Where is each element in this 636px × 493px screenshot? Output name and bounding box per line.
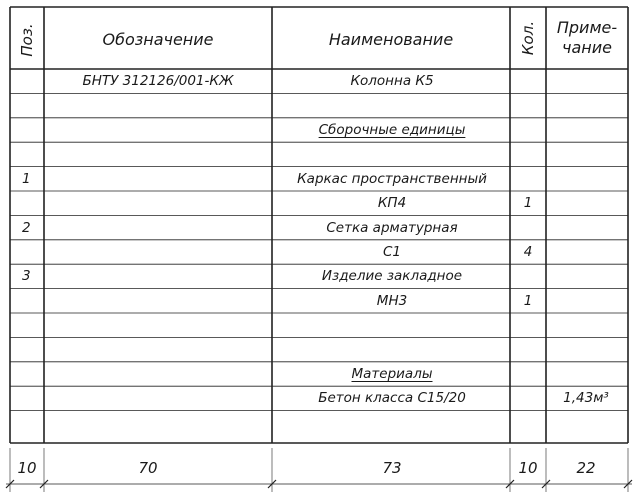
row-9-qty: 1 [523,292,533,309]
row-13-note: 1,43м³ [563,390,609,407]
dim-pos: 10 [17,459,37,477]
row-0-name: Колонна К5 [350,73,434,90]
header-note-line2: чание [562,38,612,57]
row-9-name: МН3 [376,292,408,309]
row-4-pos: 1 [22,170,31,187]
row-2-name: Сборочные единицы [318,122,466,138]
dim-name: 73 [382,459,402,477]
row-6-pos: 2 [22,219,31,236]
header-pos: Поз. [18,23,36,57]
header-designation: Обозначение [102,30,214,49]
header-qty: Кол. [519,20,537,56]
header-note-line1: Приме- [556,18,618,37]
header-note [546,18,628,58]
row-7-name: С1 [382,244,402,260]
row-5-name: КП4 [377,195,407,212]
row-8-pos: 3 [22,268,31,285]
row-0-designation: БНТУ 312126/001-КЖ [82,73,234,90]
dim-qty: 10 [518,459,538,477]
dim-note: 22 [576,459,596,477]
row-13-name: Бетон класса С15/20 [318,390,466,407]
row-12-name: Материалы [351,366,433,382]
row-8-name: Изделие закладное [321,268,463,285]
row-5-qty: 1 [523,195,533,212]
row-6-name: Сетка арматурная [326,219,458,236]
row-4-name: Каркас пространственный [297,170,487,187]
dim-designation: 70 [138,459,158,477]
header-name: Наименование [328,30,454,49]
row-7-qty: 4 [523,244,533,260]
